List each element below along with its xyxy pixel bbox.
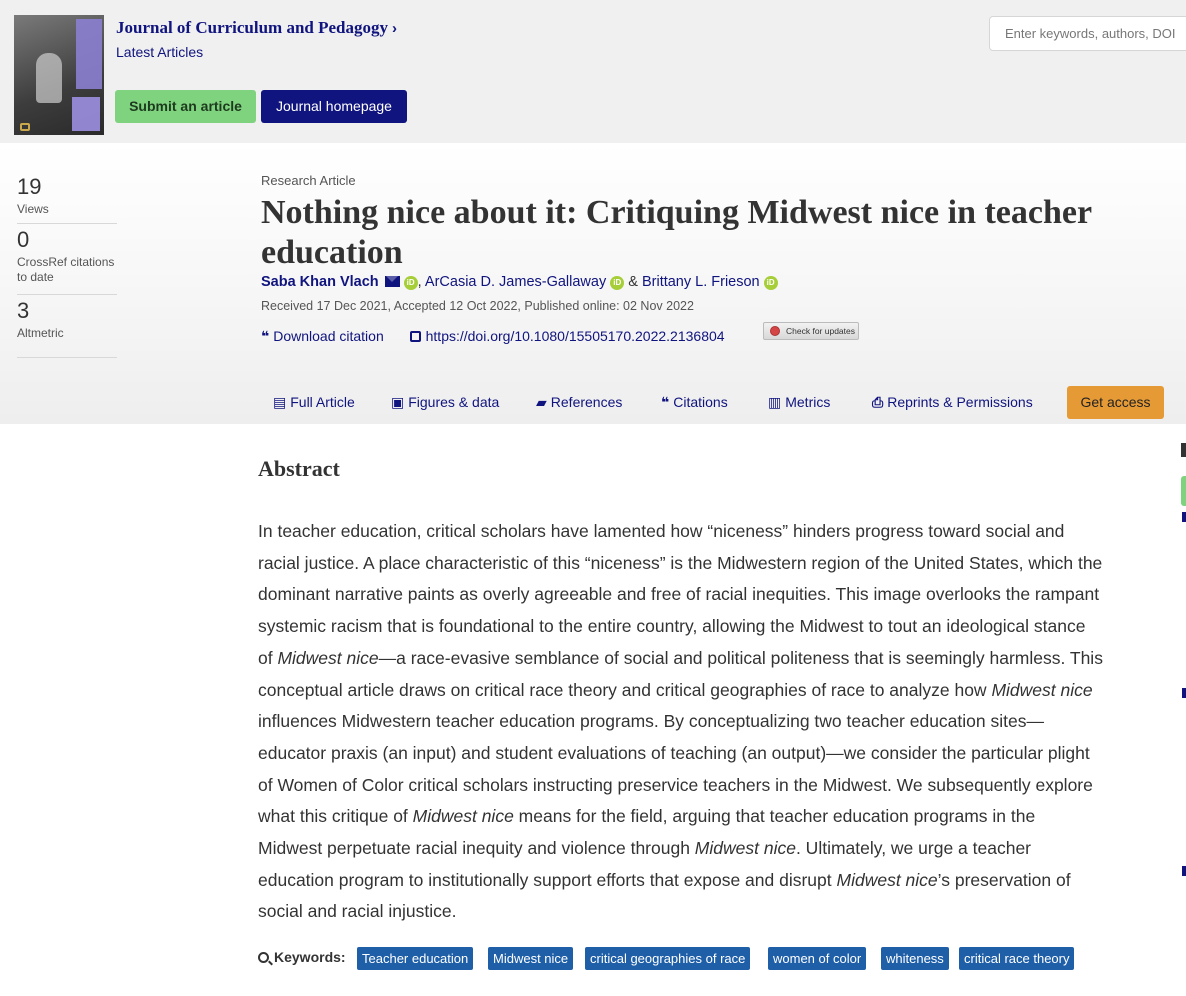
metric-value: 3: [17, 298, 30, 323]
submit-article-button[interactable]: Submit an article: [115, 90, 256, 123]
author-link[interactable]: Saba Khan Vlach: [261, 274, 379, 290]
metric-crossref: [17, 227, 117, 295]
abstract-line: conceptual article draws on critical race theory and critical geographies of race to analyze how Midwest nice: [258, 680, 1093, 700]
keyword-tag[interactable]: whiteness: [881, 947, 949, 970]
keywords-label: Keywords:: [258, 949, 346, 965]
author-separator: ,: [417, 274, 422, 290]
quote-icon: ❝: [661, 394, 670, 410]
abstract-line: what this critique of Midwest nice means for the field, arguing that teacher education programs in the: [258, 806, 1036, 826]
abstract-line: educator praxis (an input) and student evaluations of teaching (an output)—we consider the particular plight: [258, 743, 1090, 763]
tab-citations[interactable]: ❝ Citations: [661, 394, 728, 410]
keyword-tag[interactable]: critical race theory: [959, 947, 1074, 970]
author-link[interactable]: Brittany L. Frieson: [641, 274, 760, 290]
book-icon: ▰: [536, 394, 547, 410]
bar-chart-icon: ▥: [768, 394, 782, 410]
check-for-updates-button[interactable]: Check for updates: [763, 322, 859, 340]
keyword-tag[interactable]: critical geographies of race: [585, 947, 750, 970]
sidebar-fragment: [1182, 866, 1186, 876]
sidebar-fragment: [1181, 443, 1186, 457]
search-icon: [258, 952, 269, 963]
journal-homepage-button[interactable]: Journal homepage: [261, 90, 407, 123]
download-citation-link[interactable]: ❝ Download citation: [261, 328, 384, 344]
publication-dates: Received 17 Dec 2021, Accepted 12 Oct 2022, Published online: 02 Nov 2022: [261, 299, 694, 313]
author-list: [261, 274, 778, 290]
orcid-icon[interactable]: iD: [404, 276, 418, 290]
metric-value: 0: [17, 227, 30, 252]
doi-link[interactable]: https://doi.org/10.1080/15505170.2022.2136804: [410, 328, 725, 344]
search-input[interactable]: Enter keywords, authors, DOI: [989, 16, 1186, 51]
metric-altmetric[interactable]: [17, 298, 117, 358]
get-access-button[interactable]: Get access: [1067, 386, 1164, 419]
metric-views: [17, 174, 117, 224]
journal-title-link[interactable]: Journal of Curriculum and Pedagogy ›: [116, 18, 398, 37]
chevron-right-icon: ›: [392, 20, 398, 37]
abstract-line: systemic racism that is foundational to the entire country, allowing the Midwest to tout an ideological stance: [258, 616, 1086, 636]
citation-row: [261, 328, 725, 345]
abstract-line: of Midwest nice—a race-evasive semblance of social and political politeness that is seemingly harmless. This: [258, 648, 1103, 668]
author-separator: &: [628, 274, 638, 290]
tab-references[interactable]: ▰ References: [536, 394, 623, 410]
abstract-line: influences Midwestern teacher education programs. By conceptualizing two teacher education sites—: [258, 711, 1044, 731]
abstract-line: In teacher education, critical scholars have lamented how “niceness” hinders progress toward social and: [258, 521, 1065, 541]
image-icon: ▣: [391, 394, 405, 410]
article-title: Nothing nice about it: Critiquing Midwest nice in teacher education: [261, 194, 1093, 271]
abstract-heading: Abstract: [258, 456, 340, 481]
external-link-icon: [410, 331, 421, 342]
article-type: Research Article: [261, 173, 356, 188]
sidebar-fragment: [1182, 512, 1186, 522]
orcid-icon[interactable]: iD: [764, 276, 778, 290]
abstract-line: racial justice. A place characteristic of this “niceness” is the Midwestern region of the United States, which the: [258, 553, 1103, 573]
metric-label: Altmetric: [17, 326, 64, 340]
author-link[interactable]: ArCasia D. James-Gallaway: [424, 274, 607, 290]
abstract-line: of Women of Color critical scholars instructing preservice teachers in the Midwest. We subsequently explore: [258, 775, 1093, 795]
crossmark-icon: [770, 326, 780, 336]
tab-figures-data[interactable]: ▣ Figures & data: [391, 394, 500, 410]
sidebar-fragment: [1182, 688, 1186, 698]
sidebar-button-fragment[interactable]: [1181, 476, 1186, 506]
keyword-tag[interactable]: Teacher education: [357, 947, 473, 970]
tab-full-article[interactable]: ▤ Full Article: [273, 394, 355, 410]
quote-icon: ❝: [261, 328, 270, 344]
document-icon: ▤: [273, 394, 287, 410]
orcid-icon[interactable]: iD: [610, 276, 624, 290]
metric-label: Views: [17, 202, 49, 216]
email-icon[interactable]: [385, 276, 400, 287]
abstract-line: dominant narrative paints as overly agreeable and free of racial inequities. This image overlooks the rampant: [258, 584, 1100, 604]
tab-metrics[interactable]: ▥ Metrics: [768, 394, 831, 410]
abstract-line: education program to institutionally support efforts that expose and disrupt Midwest nice’s preservation of: [258, 870, 1071, 890]
abstract-line: social and racial injustice.: [258, 901, 457, 921]
abstract-line: Midwest perpetuate racial inequity and violence through Midwest nice. Ultimately, we urge a teacher: [258, 838, 1032, 858]
tab-reprints-permissions[interactable]: ⎙ Reprints & Permissions: [872, 394, 1033, 410]
metric-value: 19: [17, 174, 42, 199]
metric-label: CrossRef citations to date: [17, 255, 115, 284]
keyword-tag[interactable]: Midwest nice: [488, 947, 573, 970]
journal-cover-image[interactable]: [14, 15, 104, 135]
keyword-tag[interactable]: women of color: [768, 947, 866, 970]
latest-articles-link[interactable]: Latest Articles: [116, 44, 204, 60]
print-icon: ⎙: [872, 394, 884, 410]
